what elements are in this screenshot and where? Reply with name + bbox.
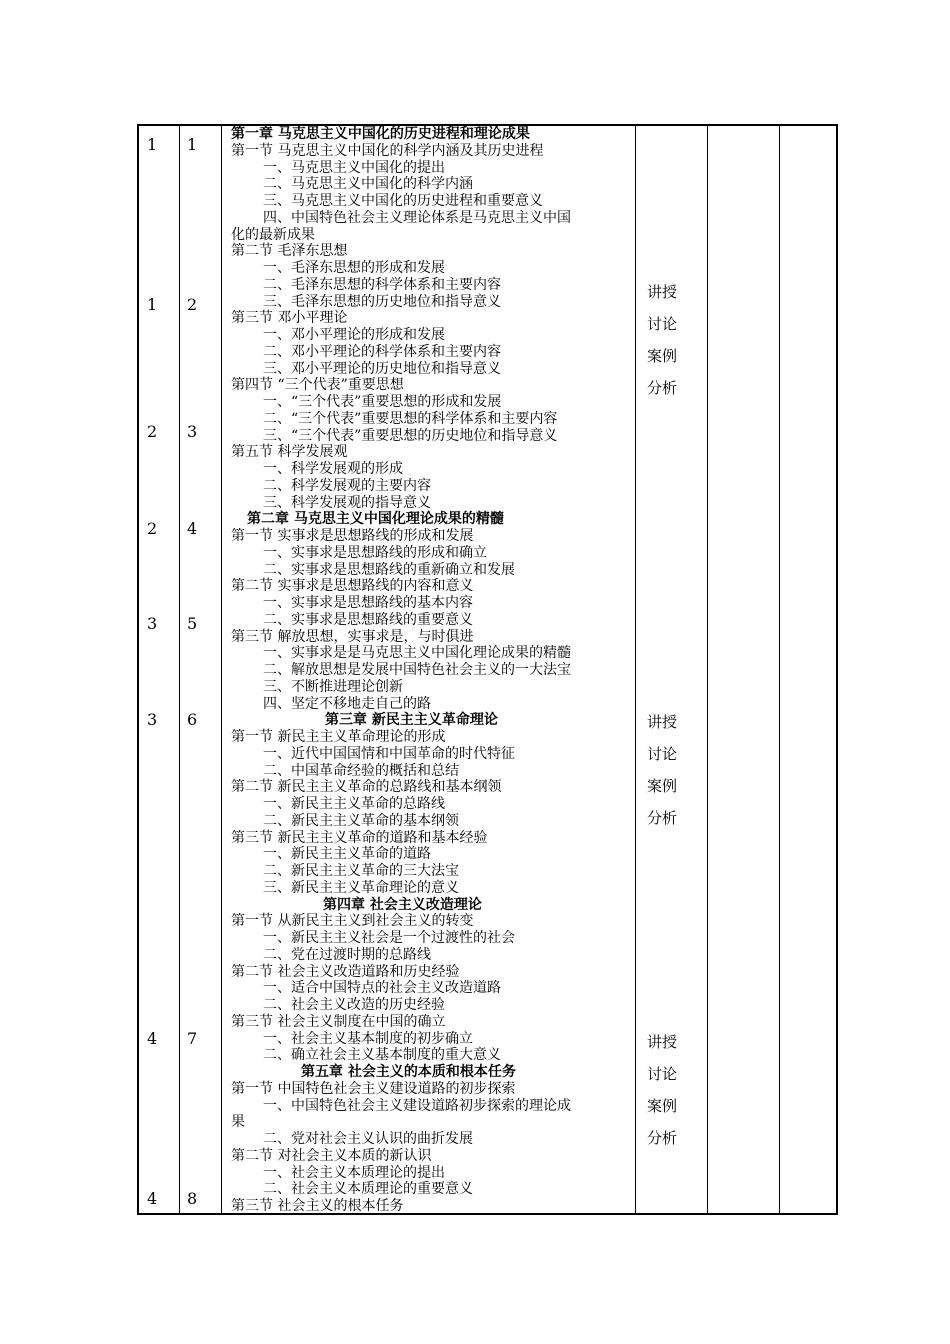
section-item: 三、邓小平理论的历史地位和指导意义 bbox=[263, 360, 501, 377]
section-item: 一、社会主义本质理论的提出 bbox=[263, 1164, 445, 1181]
session-number: 4 bbox=[187, 519, 198, 538]
section-title: 第二节 社会主义改造道路和历史经验 bbox=[231, 963, 460, 980]
column-divider bbox=[779, 126, 780, 1213]
column-divider bbox=[635, 126, 636, 1213]
week-number: 4 bbox=[147, 1029, 158, 1048]
content-continuation: 果 bbox=[231, 1114, 245, 1131]
content-continuation: 化的最新成果 bbox=[231, 226, 315, 243]
section-title: 第一节 马克思主义中国化的科学内涵及其历史进程 bbox=[231, 142, 544, 159]
teaching-method: 讨论 bbox=[647, 1065, 678, 1083]
section-title: 第一节 从新民主主义到社会主义的转变 bbox=[231, 913, 474, 930]
week-number: 2 bbox=[147, 422, 158, 441]
section-item: 三、科学发展观的指导意义 bbox=[263, 494, 431, 511]
chapter-title: 第三章 新民主主义革命理论 bbox=[325, 712, 498, 729]
section-title: 第四节 “三个代表”重要思想 bbox=[231, 377, 404, 394]
section-item: 二、解放思想是发展中国特色社会主义的一大法宝 bbox=[263, 662, 571, 678]
section-item: 二、毛泽东思想的科学体系和主要内容 bbox=[263, 276, 501, 293]
section-item: 三、新民主主义革命理论的意义 bbox=[263, 879, 459, 896]
section-item: 一、实事求是思想路线的形成和确立 bbox=[263, 544, 487, 561]
section-title: 第五节 科学发展观 bbox=[231, 444, 348, 461]
section-item: 一、马克思主义中国化的提出 bbox=[263, 159, 445, 176]
section-item: 三、不断推进理论创新 bbox=[263, 678, 403, 695]
section-item: 二、科学发展观的主要内容 bbox=[263, 477, 431, 494]
section-item: 三、“三个代表”重要思想的历史地位和指导意义 bbox=[263, 427, 558, 444]
column-divider bbox=[221, 126, 222, 1213]
column-divider bbox=[179, 126, 180, 1213]
section-title: 第三节 新民主主义革命的道路和基本经验 bbox=[231, 829, 488, 846]
section-item: 一、“三个代表”重要思想的形成和发展 bbox=[263, 394, 502, 410]
section-item: 三、马克思主义中国化的历史进程和重要意义 bbox=[263, 193, 543, 209]
section-title: 第一节 新民主主义革命理论的形成 bbox=[231, 729, 446, 745]
week-number: 1 bbox=[147, 135, 158, 154]
section-item: 一、邓小平理论的形成和发展 bbox=[263, 327, 445, 343]
chapter-title: 第五章 社会主义的本质和根本任务 bbox=[301, 1064, 516, 1080]
session-number: 8 bbox=[187, 1189, 198, 1208]
section-title: 第三节 邓小平理论 bbox=[231, 310, 348, 327]
teaching-method: 分析 bbox=[647, 809, 678, 827]
teaching-method: 分析 bbox=[647, 379, 678, 397]
teaching-method: 分析 bbox=[647, 1129, 678, 1147]
section-title: 第二节 实事求是思想路线的内容和意义 bbox=[231, 578, 474, 595]
teaching-method: 讲授 bbox=[647, 713, 678, 731]
section-item: 二、确立社会主义基本制度的重大意义 bbox=[263, 1047, 501, 1064]
week-number: 1 bbox=[147, 295, 158, 314]
week-number: 3 bbox=[147, 614, 158, 633]
section-item: 一、毛泽东思想的形成和发展 bbox=[263, 260, 445, 276]
section-item: 一、近代中国国情和中国革命的时代特征 bbox=[263, 745, 515, 762]
teaching-method: 案例 bbox=[647, 777, 678, 795]
section-item: 一、科学发展观的形成 bbox=[263, 461, 403, 477]
section-title: 第一节 实事求是思想路线的形成和发展 bbox=[231, 528, 474, 544]
column-divider bbox=[707, 126, 708, 1213]
section-item: 二、社会主义本质理论的重要意义 bbox=[263, 1181, 473, 1198]
section-item: 二、中国革命经验的概括和总结 bbox=[263, 762, 459, 779]
section-item: 二、“三个代表”重要思想的科学体系和主要内容 bbox=[263, 410, 558, 427]
section-title: 第二节 毛泽东思想 bbox=[231, 243, 348, 260]
syllabus-table bbox=[137, 124, 838, 1215]
section-item: 二、马克思主义中国化的科学内涵 bbox=[263, 176, 473, 193]
week-number: 4 bbox=[147, 1189, 158, 1208]
section-item: 二、实事求是思想路线的重要意义 bbox=[263, 611, 473, 628]
section-item: 一、社会主义基本制度的初步确立 bbox=[263, 1030, 473, 1047]
chapter-title: 第四章 社会主义改造理论 bbox=[323, 896, 482, 913]
teaching-method: 讲授 bbox=[647, 1033, 678, 1051]
session-number: 1 bbox=[187, 135, 198, 154]
section-title: 第三节 解放思想，实事求是，与时俱进 bbox=[231, 628, 474, 645]
section-item: 二、党对社会主义认识的曲折发展 bbox=[263, 1131, 473, 1147]
section-title: 第三节 社会主义的根本任务 bbox=[231, 1198, 404, 1214]
section-title: 第二节 对社会主义本质的新认识 bbox=[231, 1147, 432, 1164]
session-number: 5 bbox=[187, 614, 198, 633]
section-item: 二、新民主主义革命的三大法宝 bbox=[263, 863, 459, 879]
session-number: 6 bbox=[187, 710, 198, 729]
section-item: 二、社会主义改造的历史经验 bbox=[263, 997, 445, 1013]
teaching-method: 讨论 bbox=[647, 745, 678, 763]
teaching-method: 讨论 bbox=[647, 315, 678, 333]
section-item: 三、毛泽东思想的历史地位和指导意义 bbox=[263, 293, 501, 310]
section-title: 第三节 社会主义制度在中国的确立 bbox=[231, 1013, 446, 1030]
chapter-title: 第二章 马克思主义中国化理论成果的精髓 bbox=[247, 511, 504, 528]
section-item: 一、实事求是思想路线的基本内容 bbox=[263, 595, 473, 611]
section-title: 第二节 新民主主义革命的总路线和基本纲领 bbox=[231, 779, 502, 796]
week-number: 3 bbox=[147, 710, 158, 729]
session-number: 7 bbox=[187, 1029, 198, 1048]
section-item: 二、实事求是思想路线的重新确立和发展 bbox=[263, 561, 515, 578]
teaching-method: 案例 bbox=[647, 347, 678, 365]
teaching-method: 案例 bbox=[647, 1097, 678, 1115]
section-item: 一、实事求是是马克思主义中国化理论成果的精髓 bbox=[263, 645, 571, 662]
section-item: 一、新民主主义社会是一个过渡性的社会 bbox=[263, 930, 515, 946]
session-number: 2 bbox=[187, 295, 198, 314]
teaching-method: 讲授 bbox=[647, 283, 678, 301]
section-item: 一、新民主主义革命的道路 bbox=[263, 846, 431, 863]
section-item: 一、中国特色社会主义建设道路初步探索的理论成 bbox=[263, 1097, 571, 1114]
session-number: 3 bbox=[187, 422, 198, 441]
chapter-title: 第一章 马克思主义中国化的历史进程和理论成果 bbox=[231, 126, 530, 142]
section-item: 一、适合中国特点的社会主义改造道路 bbox=[263, 980, 501, 997]
section-item: 二、新民主主义革命的基本纲领 bbox=[263, 812, 459, 829]
section-item: 四、坚定不移地走自己的路 bbox=[263, 695, 431, 712]
week-number: 2 bbox=[147, 519, 158, 538]
section-item: 四、中国特色社会主义理论体系是马克思主义中国 bbox=[263, 209, 571, 226]
section-item: 二、党在过渡时期的总路线 bbox=[263, 946, 431, 963]
section-item: 一、新民主主义革命的总路线 bbox=[263, 796, 445, 812]
section-item: 二、邓小平理论的科学体系和主要内容 bbox=[263, 343, 501, 360]
section-title: 第一节 中国特色社会主义建设道路的初步探索 bbox=[231, 1080, 516, 1097]
